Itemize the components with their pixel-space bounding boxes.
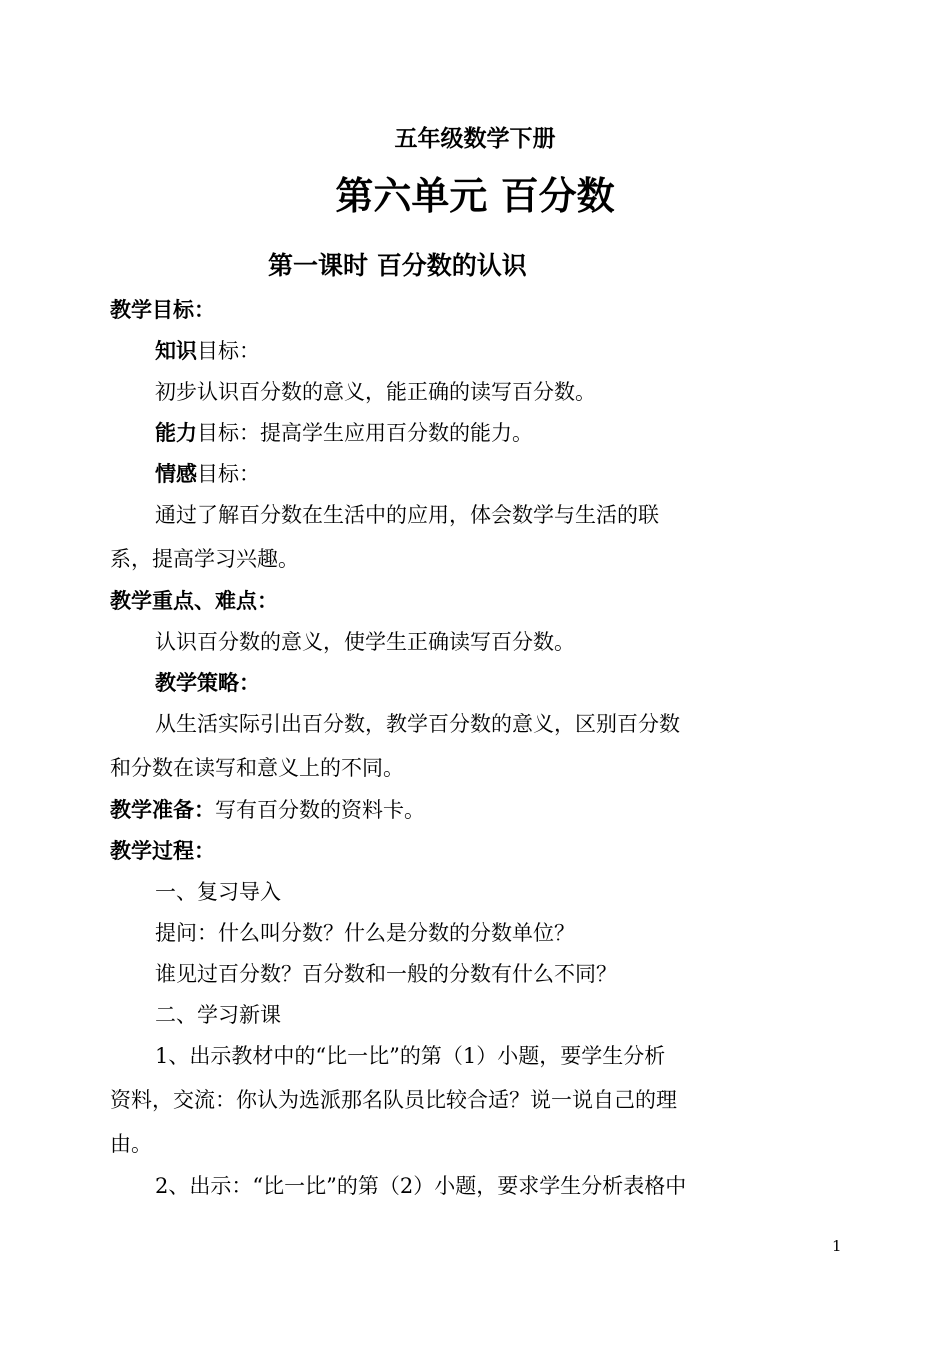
emotion-suffix: 目标： [197,462,260,486]
emotion-goal-text-2: 系，提高学习兴趣。 [110,547,299,571]
process-heading: 教学过程： [110,839,215,863]
knowledge-suffix: 目标： [197,339,260,363]
item2-line-1: 2、出示：“比一比”的第（2）小题，要求学生分析表格中 [155,1174,687,1198]
ability-text: 目标：提高学生应用百分数的能力。 [197,421,533,445]
item1-line-3: 由。 [110,1132,152,1156]
knowledge-label: 知识 [155,339,197,363]
emotion-label: 情感 [155,462,197,486]
preparation [110,796,710,824]
step1-title: 一、复习导入 [155,880,281,904]
strategy-text-2: 和分数在读写和意义上的不同。 [110,756,404,780]
item1-line-1: 1、出示教材中的“比一比”的第（1）小题，要学生分析 [155,1044,666,1068]
unit-title: 第六单元 百分数 [335,174,615,218]
goals-heading: 教学目标： [110,298,215,322]
strategy-heading: 教学策略： [155,671,260,695]
key-points-text: 认识百分数的意义，使学生正确读写百分数。 [155,630,575,654]
knowledge-goal-label [155,337,755,365]
ability-goal [155,419,755,447]
item1-line-2: 资料，交流：你认为选派那名队员比较合适？说一说自己的理 [110,1088,677,1112]
step2-title: 二、学习新课 [155,1003,281,1027]
knowledge-goal-text: 初步认识百分数的意义，能正确的读写百分数。 [155,380,596,404]
preparation-text: 写有百分数的资料卡。 [215,798,425,822]
ability-label: 能力 [155,421,197,445]
emotion-goal-text-1: 通过了解百分数在生活中的应用，体会数学与生活的联 [155,503,659,527]
preparation-heading: 教学准备： [110,798,215,822]
step1-question-2: 谁见过百分数？百分数和一般的分数有什么不同？ [155,962,617,986]
grade-title: 五年级数学下册 [394,126,556,152]
step1-question-1: 提问：什么叫分数？什么是分数的分数单位？ [155,921,575,945]
emotion-goal-label [155,460,755,488]
key-points-heading: 教学重点、难点： [110,589,278,613]
page-number: 1 [832,1237,842,1255]
lesson-title: 第一课时 百分数的认识 [268,251,527,280]
strategy-text-1: 从生活实际引出百分数，教学百分数的意义，区别百分数 [155,712,680,736]
